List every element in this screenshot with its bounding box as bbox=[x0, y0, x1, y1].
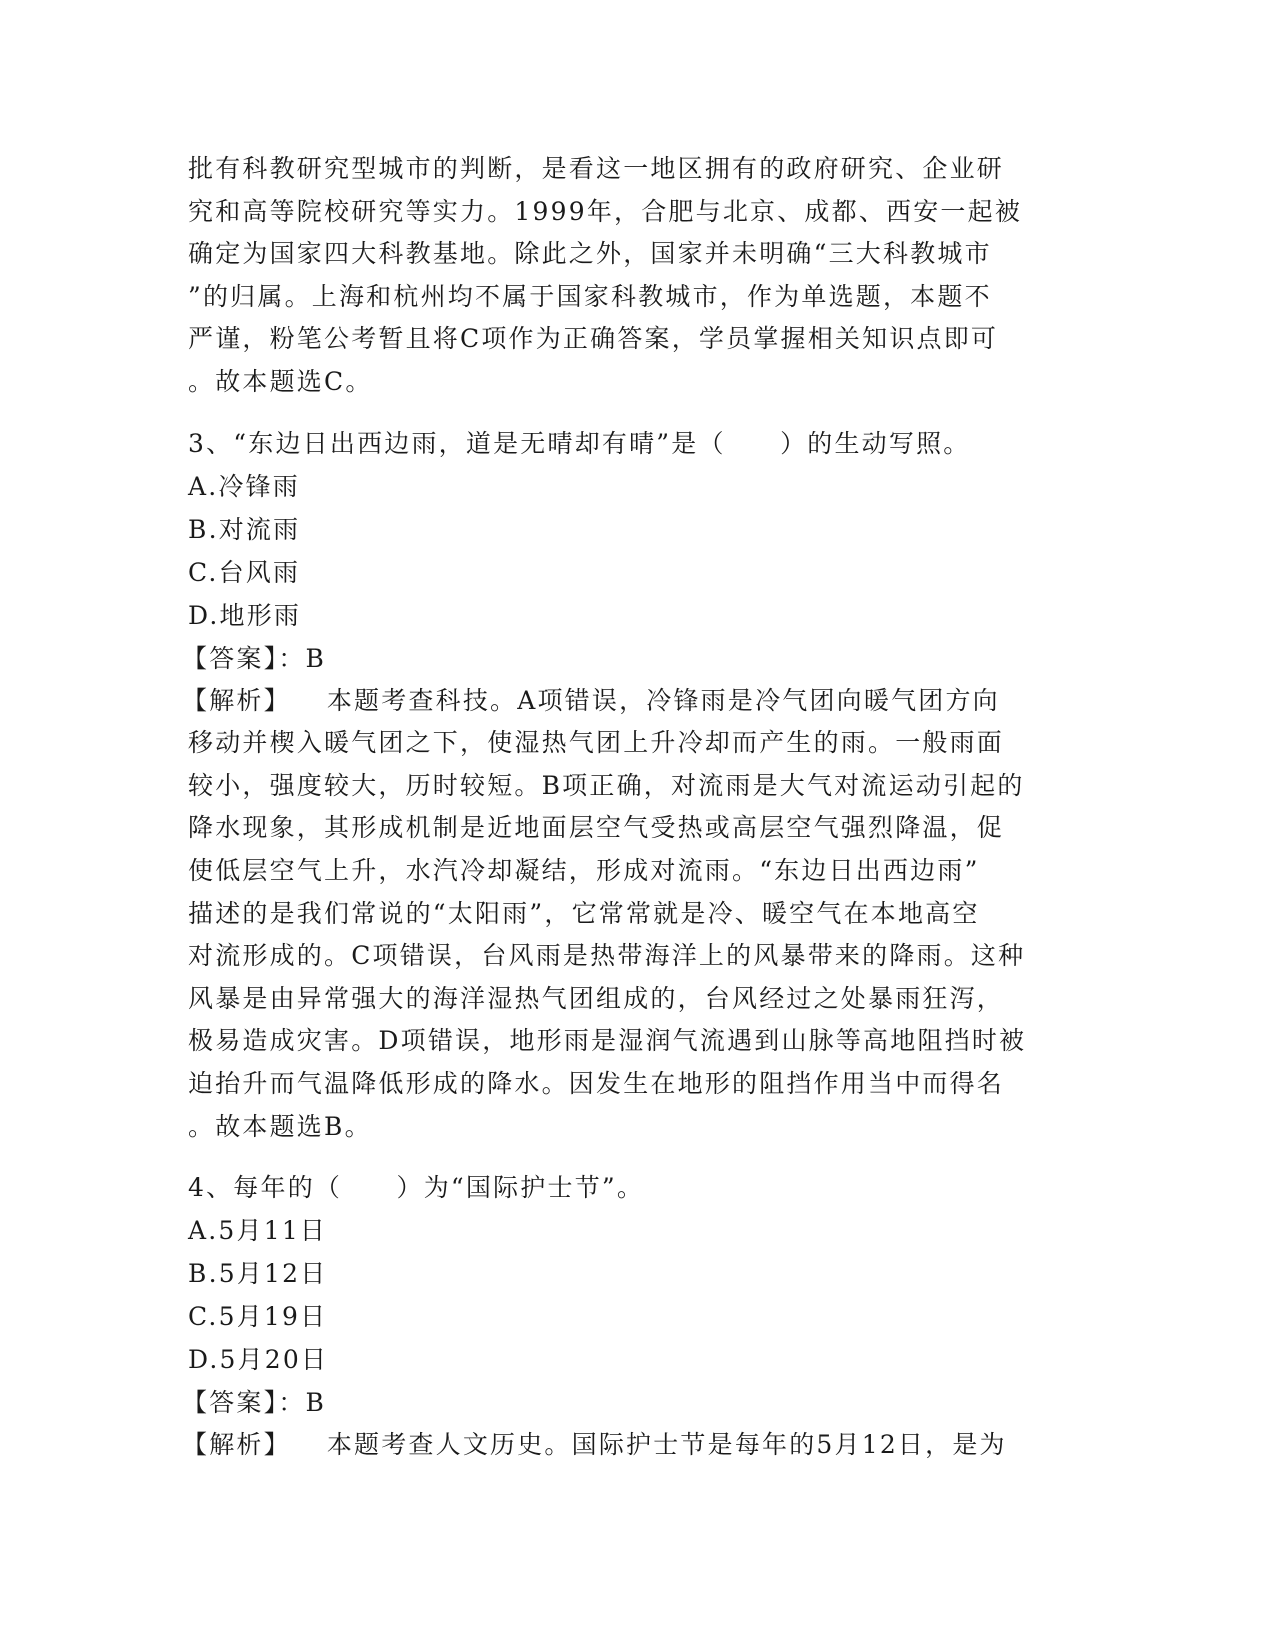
question-title: 3、“东边日出西边雨，道是无晴却有晴”是（ ）的生动写照。 bbox=[188, 428, 971, 458]
analysis-label: 【解析】 bbox=[182, 1430, 291, 1460]
text-line: 。故本题选B。 bbox=[188, 1111, 372, 1141]
text-line: 较小，强度较大，历时较短。B项正确，对流雨是大气对流运动引起的 bbox=[188, 770, 1025, 800]
analysis bbox=[182, 1424, 1088, 1467]
text-line: 风暴是由异常强大的海洋湿热气团组成的，台风经过之处暴雨狂泻， bbox=[188, 983, 1005, 1013]
answer-value: ：B bbox=[278, 1388, 327, 1418]
option-b: B.5月12日 bbox=[188, 1259, 328, 1289]
analysis bbox=[182, 680, 1088, 1149]
option-a: A.5月11日 bbox=[188, 1216, 328, 1246]
question-4 bbox=[182, 1166, 1088, 1467]
text-line: 究和高等院校研究等实力。1999年，合肥与北京、成都、西安一起被 bbox=[188, 196, 1023, 226]
text-line: 批有科教研究型城市的判断，是看这一地区拥有的政府研究、企业研 bbox=[188, 154, 1005, 183]
text-line: 确定为国家四大科教基地。除此之外，国家并未明确“三大科教城市 bbox=[188, 239, 992, 269]
text-line: 。故本题选C。 bbox=[188, 366, 373, 396]
spacer bbox=[188, 1148, 1088, 1166]
text-line: 描述的是我们常说的“太阳雨”，它常常就是冷、暖空气在本地高空 bbox=[188, 898, 980, 928]
option-b: B.对流雨 bbox=[188, 514, 301, 544]
answer-line bbox=[182, 637, 1088, 680]
question-title: 4、每年的（ ）为“国际护士节”。 bbox=[188, 1173, 645, 1203]
option-c: C.5月19日 bbox=[188, 1302, 328, 1332]
option-d: D.5月20日 bbox=[188, 1345, 329, 1375]
analysis-label: 【解析】 bbox=[182, 685, 291, 715]
text-line: 迫抬升而气温降低形成的降水。因发生在地形的阻挡作用当中而得名 bbox=[188, 1068, 1005, 1098]
answer-label: 【答案】 bbox=[182, 1388, 279, 1418]
text-line: 严谨，粉笔公考暂且将C项作为正确答案，学员掌握相关知识点即可 bbox=[188, 324, 999, 354]
question-3 bbox=[182, 422, 1088, 1149]
answer-line bbox=[182, 1381, 1088, 1424]
text-line: 对流形成的。C项错误，台风雨是热带海洋上的风暴带来的降雨。这种 bbox=[188, 941, 1026, 971]
answer-label: 【答案】 bbox=[182, 643, 279, 673]
spacer bbox=[188, 404, 1088, 422]
q2-analysis-continuation bbox=[188, 148, 1088, 404]
option-a: A.冷锋雨 bbox=[188, 471, 301, 501]
answer-value: ：B bbox=[278, 643, 327, 673]
text-line: 移动并楔入暖气团之下，使湿热气团上升冷却而产生的雨。一般雨面 bbox=[188, 728, 1005, 758]
text-line: ”的归属。上海和杭州均不属于国家科教城市，作为单选题，本题不 bbox=[188, 281, 992, 311]
text-line: 极易造成灾害。D项错误，地形雨是湿润气流遇到山脉等高地阻挡时被 bbox=[188, 1026, 1027, 1056]
document-content bbox=[182, 148, 1088, 1467]
analysis-first-line bbox=[182, 1424, 1088, 1467]
text-line: 降水现象，其形成机制是近地面层空气受热或高层空气强烈降温，促 bbox=[188, 813, 1005, 843]
text-line: 本题考查人文历史。国际护士节是每年的5月12日，是为 bbox=[326, 1430, 1007, 1460]
analysis-first-line bbox=[182, 680, 1088, 723]
option-c: C.台风雨 bbox=[188, 557, 301, 587]
text-line: 使低层空气上升，水汽冷却凝结，形成对流雨。“东边日出西边雨” bbox=[188, 855, 980, 885]
text-line: 本题考查科技。A项错误，冷锋雨是冷气团向暖气团方向 bbox=[326, 685, 1000, 715]
option-d: D.地形雨 bbox=[188, 600, 302, 630]
